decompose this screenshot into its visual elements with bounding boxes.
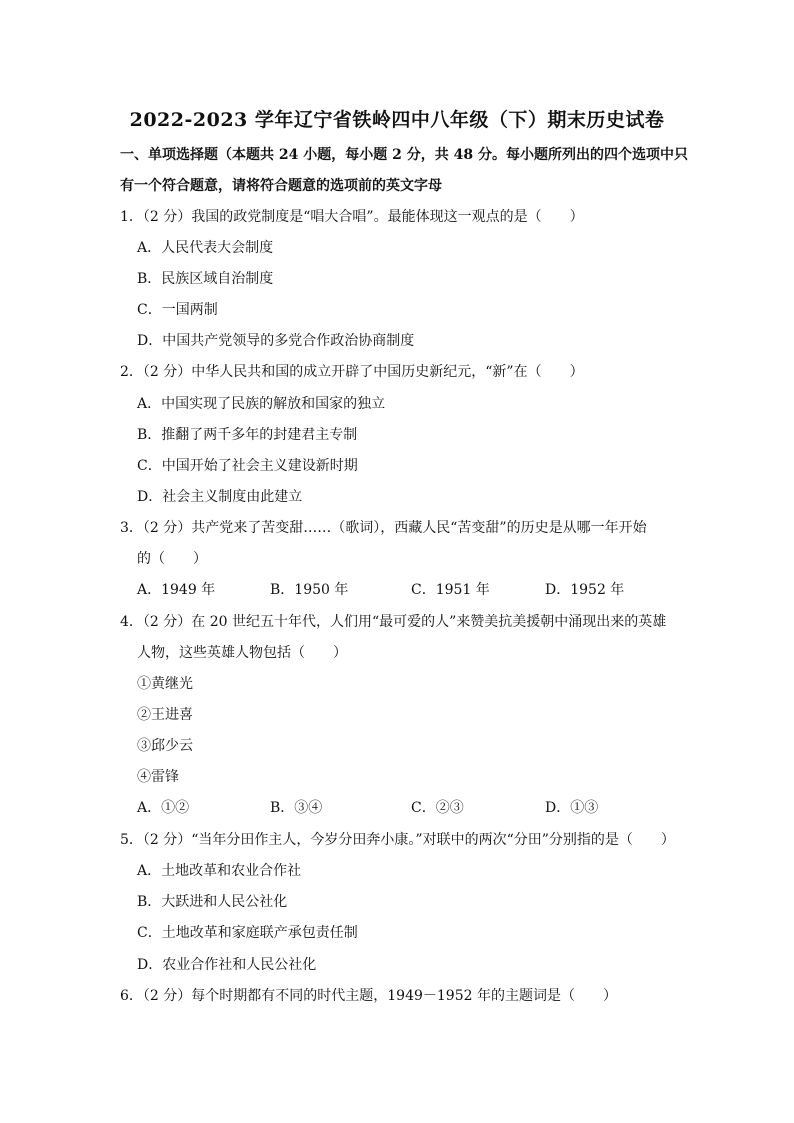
question-1-option-b: B．民族区域自治制度 [137,271,274,287]
section-heading-line-2: 有一个符合题意，请将符合题意的选项前的英文字母 [120,178,442,194]
question-3-option-b: B．1950 年 [270,582,349,598]
question-1-option-d: D．中国共产党领导的多党合作政治协商制度 [137,333,415,349]
question-1-stem: 1．（2 分）我国的政党制度是“唱大合唱”。最能体现这一观点的是（ ） [120,209,584,225]
question-4-options-row [137,798,598,818]
question-1-option-c: C．一国两制 [137,302,218,318]
question-1-option-a: A．人民代表大会制度 [137,240,274,256]
question-5-stem: 5．（2 分）“当年分田作主人，今岁分田奔小康。”对联中的两次“分田”分别指的是（ ） [120,832,675,848]
question-4-option-d: D．①③ [545,800,599,816]
question-3-option-a: A．1949 年 [137,582,216,598]
question-2-option-d: D．社会主义制度由此建立 [137,489,303,505]
question-2-option-c: C．中国开始了社会主义建设新时期 [137,458,358,474]
question-2-option-b: B．推翻了两千多年的封建君主专制 [137,427,358,443]
question-4-item-1: ①黄继光 [137,676,193,692]
question-4-option-a: A．①② [137,800,190,816]
question-3-stem-line-2: 的（ ） [137,551,207,567]
question-6-stem: 6．（2 分）每个时期都有不同的时代主题，1949－1952 年的主题词是（ ） [120,988,617,1004]
question-4-option-b: B．③④ [270,800,323,816]
question-5-option-c: C．土地改革和家庭联产承包责任制 [137,925,358,941]
question-4-item-4: ④雷锋 [137,769,179,785]
question-5-option-b: B．大跃进和人民公社化 [137,894,288,910]
question-5-option-a: A．土地改革和农业合作社 [137,863,302,879]
exam-title: 2022-2023 学年辽宁省铁岭四中八年级（下）期末历史试卷 [129,109,665,131]
question-3-options-row [137,580,624,600]
question-4-item-3: ③邱少云 [137,738,193,754]
question-3-stem-line-1: 3．（2 分）共产党来了苦变甜……（歌词），西藏人民“苦变甜”的历史是从哪一年开始 [120,520,647,536]
question-4-option-c: C．②③ [411,800,464,816]
question-2-option-a: A．中国实现了民族的解放和国家的独立 [137,396,386,412]
section-heading-line-1: 一、单项选择题（本题共 24 小题，每小题 2 分，共 48 分。每小题所列出的四个选项中只 [120,147,688,163]
question-4-item-2: ②王进喜 [137,707,193,723]
question-5-option-d: D．农业合作社和人民公社化 [137,957,317,973]
question-3-option-c: C．1951 年 [411,582,490,598]
question-4-stem-line-2: 人物，这些英雄人物包括（ ） [137,645,347,661]
question-3-option-d: D．1952 年 [545,582,625,598]
question-4-stem-line-1: 4．（2 分）在 20 世纪五十年代，人们用“最可爱的人”来赞美抗美援朝中涌现出来的英雄 [120,614,667,630]
question-2-stem: 2．（2 分）中华人民共和国的成立开辟了中国历史新纪元，“新”在（ ） [120,364,584,380]
